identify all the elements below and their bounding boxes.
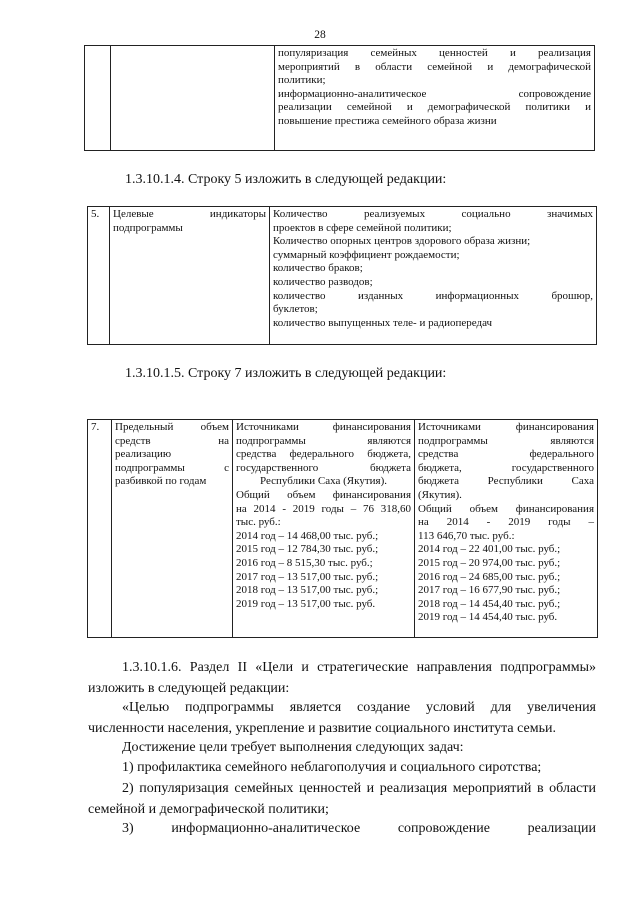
text-line: средства федерального бюджета, (236, 448, 411, 461)
paragraph-task-2: 2) популяризация семейных ценностей и реализация мероприятий в области семейной и демографической политики; (88, 781, 596, 817)
table-cell-label (112, 420, 233, 638)
text-line: 2019 год – 14 454,40 тыс. руб. (418, 611, 558, 624)
text-line: 2016 год – 24 685,00 тыс. руб.; (418, 570, 561, 583)
table-cell-current-funding (233, 420, 415, 638)
text-line: средства федерального (418, 448, 594, 461)
text-line: информационно-аналитическое сопровождение (278, 87, 591, 100)
text-line: 2019 год – 13 517,00 тыс. руб. (236, 597, 376, 610)
text-line: разбивкой по годам (115, 475, 207, 488)
table-cell-label (111, 46, 275, 151)
text-line: 2018 год – 14 454,40 тыс. руб.; (418, 597, 561, 610)
table-row (88, 420, 598, 638)
table-cell-num (85, 46, 111, 151)
paragraph-tasks-intro: Достижение цели требует выполнения следующих задач: (122, 740, 464, 755)
text-line: тыс. руб.: (236, 516, 281, 529)
text-line: реализацию (115, 448, 172, 461)
text-line: на 2014 - 2019 годы – (418, 516, 594, 529)
text-line: Источниками финансирования (418, 421, 594, 433)
page-number: 28 (314, 29, 326, 41)
text-line: Целевые индикаторы (113, 208, 266, 220)
text-line: количество браков; (273, 262, 363, 275)
text-line: на 2014 - 2019 годы – 76 318,60 (236, 502, 411, 515)
text-line: суммарный коэффициент рождаемости; (273, 248, 460, 261)
table-cell-num: 5. (88, 207, 110, 345)
text-line: количество разводов; (273, 275, 373, 288)
text-line: подпрограммы являются (418, 434, 594, 447)
text-line: 2016 год – 8 515,30 тыс. руб.; (236, 556, 373, 569)
table-cell-content (270, 207, 597, 345)
text-line: Общий объем финансирования (236, 488, 411, 501)
paragraph-section-ii: 1.3.10.1.6. Раздел II «Цели и стратегические направления подпрограммы» изложить в следующей редакции: (88, 660, 596, 696)
text-line: Количество реализуемых социально значимых (273, 208, 593, 220)
table-cell-content (275, 46, 595, 151)
text-line: популяризация семейных ценностей и реализация (278, 47, 591, 59)
text-line: 2017 год – 16 677,90 тыс. руб.; (418, 584, 561, 597)
paragraph-goal: «Целью подпрограммы является создание условий для увеличения численности населения, укрепление и развитие социального института семьи. (88, 700, 596, 736)
text-line: государственного бюджета (236, 461, 411, 474)
text-line: бюджета Республики Саха (418, 475, 594, 488)
text-line: 2015 год – 20 974,00 тыс. руб.; (418, 556, 561, 569)
text-line: 113 646,70 тыс. руб.: (418, 529, 515, 542)
table-row5 (87, 206, 597, 345)
table-continuation (84, 45, 595, 151)
text-line: подпрограммы являются (236, 434, 411, 447)
table-row (85, 46, 595, 151)
text-line: политики; (278, 74, 326, 87)
text-line: Количество опорных центров здорового образа жизни; (273, 235, 531, 248)
text-line: Предельный объем (115, 421, 229, 433)
table-row (88, 207, 597, 345)
paragraph-task-3: 3) информационно-аналитическое сопровождение реализации (122, 821, 596, 836)
table-cell-new-funding (415, 420, 598, 638)
text-line: средств на (115, 434, 229, 447)
text-line: Источниками финансирования (236, 421, 411, 433)
text-line: количество выпущенных теле- и радиопередач (273, 316, 493, 329)
text-line: Общий объем финансирования (418, 502, 594, 515)
text-line: (Якутия). (418, 488, 462, 501)
text-line: 2014 год – 22 401,00 тыс. руб.; (418, 543, 561, 556)
text-line: количество изданных информационных брошюр, (273, 289, 593, 302)
text-line: Республики Саха (Якутия). (260, 475, 387, 488)
text-line: бюджета, государственного (418, 461, 594, 474)
text-line: 2017 год – 13 517,00 тыс. руб.; (236, 570, 379, 583)
text-line: повышение престижа семейного образа жизни (278, 114, 497, 127)
text-line: 2015 год – 12 784,30 тыс. руб.; (236, 543, 379, 556)
text-line: подпрограммы (113, 221, 183, 234)
text-line: реализации семейной и демографической политики и (278, 101, 591, 114)
text-line: 2018 год – 13 517,00 тыс. руб.; (236, 584, 379, 597)
text-line: буклетов; (273, 303, 318, 316)
heading-row5: 1.3.10.1.4. Строку 5 изложить в следующей редакции: (125, 172, 447, 187)
text-line: 2014 год – 14 468,00 тыс. руб.; (236, 529, 379, 542)
table-row7 (87, 419, 598, 638)
table-cell-label (110, 207, 270, 345)
text-line: проектов в сфере семейной политики; (273, 221, 452, 234)
text-line: подпрограммы с (115, 461, 229, 474)
text-line: мероприятий в области семейной и демографической (278, 60, 591, 73)
paragraph-task-1: 1) профилактика семейного неблагополучия и социального сиротства; (122, 760, 542, 775)
table-cell-num: 7. (88, 420, 112, 638)
heading-row7: 1.3.10.1.5. Строку 7 изложить в следующей редакции: (125, 366, 447, 381)
